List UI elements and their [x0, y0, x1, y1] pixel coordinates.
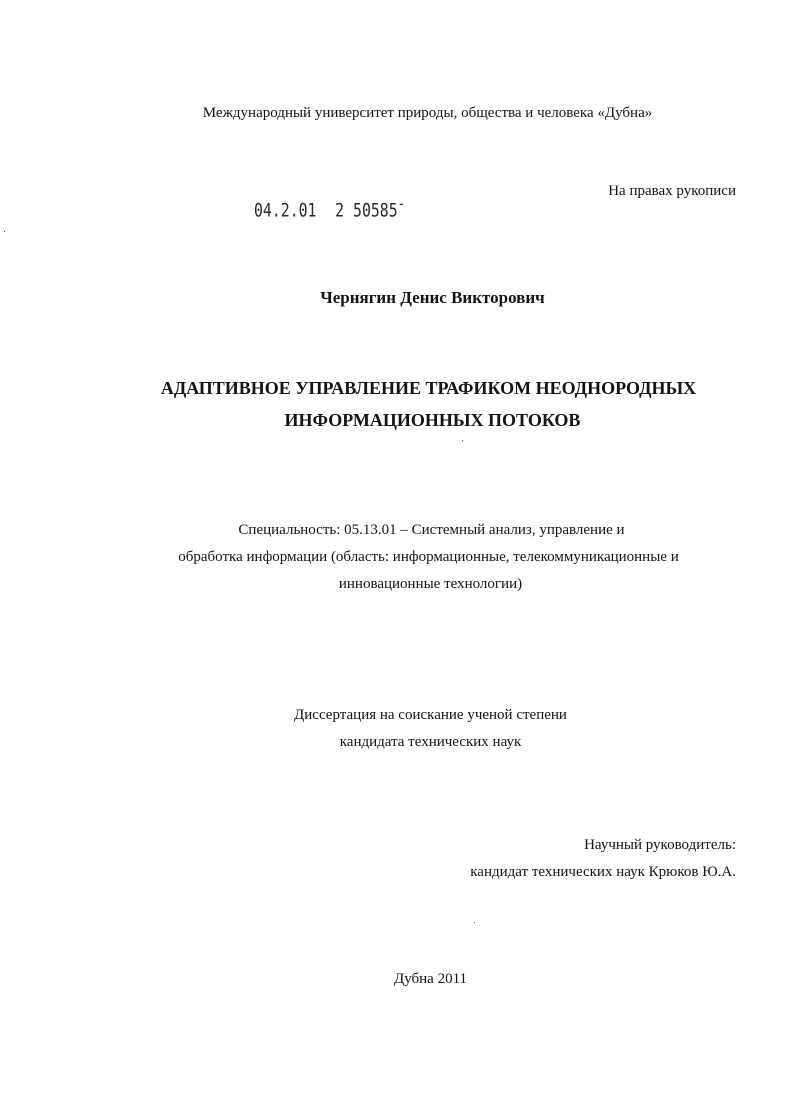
city-year: Дубна 2011 [393, 971, 468, 987]
stamp-code: 04.2.01 [254, 199, 317, 222]
advisor-name: кандидат технических наук Крюков Ю.А. [470, 864, 736, 880]
scan-speck [474, 922, 475, 923]
dissertation-title-line-2: ИНФОРМАЦИОННЫХ ПОТОКОВ [284, 410, 581, 430]
manuscript-rights-notice: На правах рукописи [608, 183, 736, 199]
scan-speck [462, 440, 463, 441]
stamp-mark: - [397, 194, 406, 213]
stamp-number: 2 50585 [335, 199, 398, 222]
degree-line-1: Диссертация на соискание ученой степени [294, 707, 567, 723]
specialty-line-2: обработка информации (область: информационные, телекоммуникационные и [178, 549, 679, 565]
specialty-line-3: инновационные технологии) [338, 576, 523, 592]
university-name: Международный университет природы, общества и человека «Дубна» [202, 105, 653, 121]
scan-speck [4, 231, 5, 232]
registration-stamp [254, 194, 405, 221]
dissertation-title-line-1: АДАПТИВНОЕ УПРАВЛЕНИЕ ТРАФИКОМ НЕОДНОРОДНЫХ [160, 378, 697, 398]
author-name: Чернягин Денис Викторович [320, 288, 545, 307]
specialty-line-1: Специальность: 05.13.01 – Системный анализ, управление и [238, 522, 625, 538]
advisor-label: Научный руководитель: [584, 837, 736, 853]
degree-line-2: кандидата технических наук [339, 734, 522, 750]
